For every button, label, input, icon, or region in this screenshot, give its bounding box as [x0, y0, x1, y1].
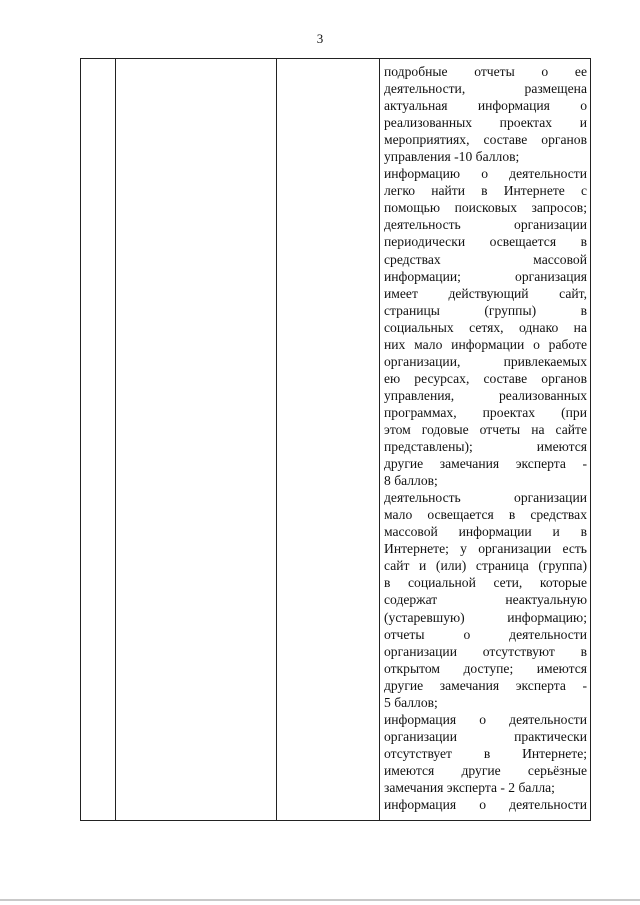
text-line: социальных сетях, однако на: [384, 319, 587, 335]
text-line: организации, привлекаемых: [384, 353, 587, 369]
text-line: другие замечания эксперта -: [384, 677, 587, 693]
text-line: 8 баллов;: [384, 473, 438, 489]
text-line: реализованных проектах и: [384, 115, 587, 131]
text-line: деятельность организации: [384, 490, 587, 506]
text-line: помощью поисковых запросов;: [384, 200, 587, 216]
text-line: 5 баллов;: [384, 694, 438, 710]
text-line: управления, реализованных: [384, 387, 587, 403]
text-line: информация о деятельности: [384, 711, 587, 727]
criteria-table: [80, 58, 591, 821]
text-line: этом годовые отчеты на сайте: [384, 421, 587, 437]
text-line: Интернете; у организации есть: [384, 541, 587, 557]
text-line: отсутствует в Интернете;: [384, 745, 587, 761]
text-line: другие замечания эксперта -: [384, 456, 587, 472]
text-line: организации отсутствуют в: [384, 643, 587, 659]
text-line: информацию о деятельности: [384, 166, 587, 182]
text-line: имеет действующий сайт,: [384, 285, 587, 301]
text-line: страницы (группы) в: [384, 302, 587, 318]
text-line: имеются другие серьёзные: [384, 762, 587, 778]
text-line: массовой информации и в: [384, 524, 587, 540]
text-line: средствах массовой: [384, 251, 587, 267]
text-line: подробные отчеты о ее: [384, 64, 587, 79]
scan-edge: [0, 899, 640, 901]
page-number: 3: [316, 31, 324, 46]
text-line: ею ресурсах, составе органов: [384, 370, 587, 386]
text-line: легко найти в Интернете с: [384, 183, 587, 199]
text-line: мероприятиях, составе органов: [384, 132, 587, 148]
text-line: информации; организация: [384, 268, 587, 284]
text-line: периодически освещается в: [384, 234, 587, 250]
text-line: в социальной сети, которые: [384, 575, 587, 591]
text-line: деятельности, размещена: [384, 81, 587, 97]
text-line: содержат неактуальную: [384, 592, 587, 608]
text-line: открытом доступе; имеются: [384, 660, 587, 676]
text-line: замечания эксперта - 2 балла;: [384, 779, 555, 795]
text-line: актуальная информация о: [384, 98, 587, 114]
text-line: деятельность организации: [384, 217, 587, 233]
text-line: информация о деятельности: [384, 797, 587, 813]
text-line: сайт и (или) страница (группа): [384, 558, 587, 574]
text-line: (устаревшую) информацию;: [384, 609, 587, 625]
column-divider: [115, 59, 116, 820]
criteria-description-cell: [384, 63, 587, 813]
column-divider: [276, 59, 277, 820]
text-line: мало освещается в средствах: [384, 507, 587, 523]
text-line: представлены); имеются: [384, 439, 587, 455]
text-line: управления -10 баллов;: [384, 149, 520, 165]
column-divider: [379, 59, 380, 820]
text-line: отчеты о деятельности: [384, 626, 587, 642]
text-line: организации практически: [384, 728, 587, 744]
text-line: программах, проектах (при: [384, 404, 587, 420]
text-line: них мало информации о работе: [384, 336, 587, 352]
